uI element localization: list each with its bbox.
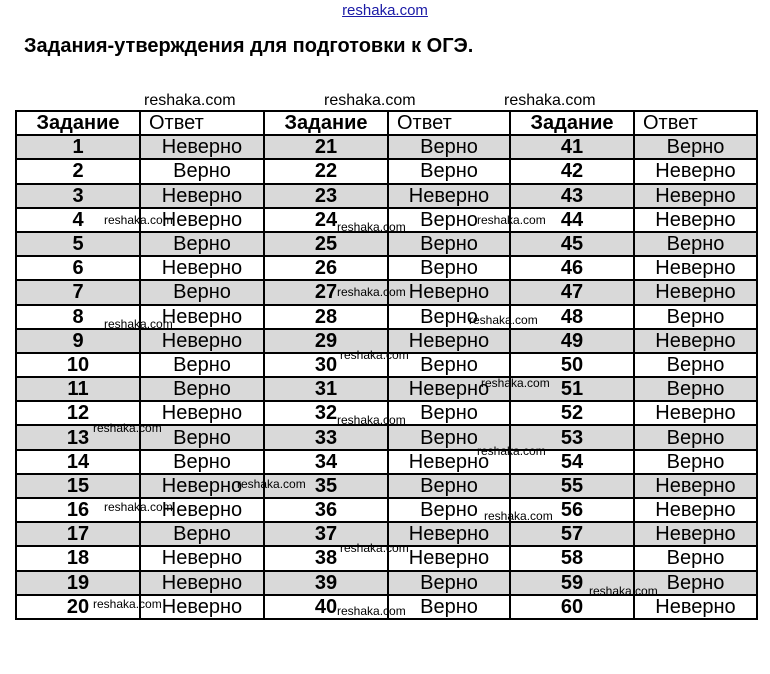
task-number-cell: 30: [264, 353, 388, 377]
task-number-cell: 17: [16, 522, 140, 546]
answer-cell: Неверно: [140, 546, 264, 570]
watermark: reshaka.com: [589, 584, 658, 598]
answer-cell: Неверно: [388, 450, 510, 474]
answer-cell: Верно: [140, 425, 264, 449]
task-number-cell: 12: [16, 401, 140, 425]
task-number-cell: 34: [264, 450, 388, 474]
answer-cell: Верно: [388, 353, 510, 377]
header-answer-3: Ответ: [634, 111, 757, 135]
watermark: reshaka.com: [340, 541, 409, 555]
task-number-cell: 59: [510, 571, 634, 595]
task-number-cell: 36: [264, 498, 388, 522]
watermark: reshaka.com: [477, 213, 546, 227]
task-number-cell: 45: [510, 232, 634, 256]
answer-cell: Неверно: [140, 256, 264, 280]
task-number-cell: 9: [16, 329, 140, 353]
task-number-cell: 49: [510, 329, 634, 353]
answer-cell: Неверно: [140, 329, 264, 353]
task-number-cell: 58: [510, 546, 634, 570]
answer-cell: Верно: [388, 595, 510, 619]
answer-cell: Неверно: [634, 184, 757, 208]
answer-cell: Неверно: [634, 595, 757, 619]
answer-cell: Верно: [140, 159, 264, 183]
answer-cell: Неверно: [634, 498, 757, 522]
answer-cell: Верно: [634, 450, 757, 474]
header-row: [16, 111, 757, 135]
answer-cell: Верно: [634, 425, 757, 449]
task-number-cell: 20: [16, 595, 140, 619]
task-number-cell: 50: [510, 353, 634, 377]
table-row: [16, 450, 757, 474]
answers-table: [15, 110, 758, 620]
watermark: reshaka.com: [337, 220, 406, 234]
watermark: reshaka.com: [337, 413, 406, 427]
task-number-cell: 39: [264, 571, 388, 595]
header-watermark-2: reshaka.com: [324, 92, 416, 109]
answer-cell: Неверно: [388, 522, 510, 546]
table-row: [16, 401, 757, 425]
task-number-cell: 26: [264, 256, 388, 280]
task-number-cell: 25: [264, 232, 388, 256]
answer-cell: Верно: [634, 232, 757, 256]
answer-cell: Верно: [388, 498, 510, 522]
header-answer-2: Ответ: [388, 111, 510, 135]
answer-cell: Неверно: [634, 329, 757, 353]
answer-cell: Верно: [140, 522, 264, 546]
task-number-cell: 41: [510, 135, 634, 159]
answer-cell: Верно: [140, 450, 264, 474]
watermark: reshaka.com: [477, 444, 546, 458]
task-number-cell: 3: [16, 184, 140, 208]
task-number-cell: 37: [264, 522, 388, 546]
answer-cell: Верно: [634, 135, 757, 159]
answer-cell: Неверно: [388, 377, 510, 401]
table-row: [16, 522, 757, 546]
task-number-cell: 47: [510, 280, 634, 304]
table-row: [16, 425, 757, 449]
answer-cell: Верно: [388, 305, 510, 329]
task-number-cell: 10: [16, 353, 140, 377]
task-number-cell: 1: [16, 135, 140, 159]
task-number-cell: 22: [264, 159, 388, 183]
task-number-cell: 32: [264, 401, 388, 425]
task-number-cell: 60: [510, 595, 634, 619]
table-row: [16, 232, 757, 256]
answer-cell: Верно: [388, 571, 510, 595]
header-task-3: Задание: [510, 111, 634, 135]
task-number-cell: 56: [510, 498, 634, 522]
task-number-cell: 5: [16, 232, 140, 256]
watermark: reshaka.com: [93, 421, 162, 435]
answer-cell: Неверно: [140, 474, 264, 498]
answer-cell: Верно: [634, 546, 757, 570]
watermark: reshaka.com: [104, 317, 173, 331]
task-number-cell: 24: [264, 208, 388, 232]
table-row: [16, 280, 757, 304]
watermark: reshaka.com: [481, 376, 550, 390]
task-number-cell: 46: [510, 256, 634, 280]
table-row: [16, 208, 757, 232]
watermark: reshaka.com: [93, 597, 162, 611]
site-link[interactable]: reshaka.com: [342, 2, 428, 19]
task-number-cell: 38: [264, 546, 388, 570]
table-row: [16, 498, 757, 522]
answer-cell: Неверно: [140, 595, 264, 619]
task-number-cell: 8: [16, 305, 140, 329]
answer-cell: Верно: [388, 401, 510, 425]
answer-cell: Верно: [140, 280, 264, 304]
answer-cell: Верно: [634, 377, 757, 401]
table-row: [16, 546, 757, 570]
table-row: [16, 184, 757, 208]
task-number-cell: 57: [510, 522, 634, 546]
header-watermark-3: reshaka.com: [504, 92, 596, 109]
task-number-cell: 42: [510, 159, 634, 183]
table-row: [16, 329, 757, 353]
answer-cell: Неверно: [634, 280, 757, 304]
answer-cell: Верно: [634, 305, 757, 329]
answer-cell: Неверно: [388, 280, 510, 304]
task-number-cell: 7: [16, 280, 140, 304]
watermark: reshaka.com: [237, 477, 306, 491]
answer-cell: Верно: [140, 377, 264, 401]
watermark: reshaka.com: [337, 285, 406, 299]
task-number-cell: 19: [16, 571, 140, 595]
answer-cell: Неверно: [140, 184, 264, 208]
header-task-2: Задание: [264, 111, 388, 135]
watermark: reshaka.com: [104, 500, 173, 514]
task-number-cell: 2: [16, 159, 140, 183]
task-number-cell: 40: [264, 595, 388, 619]
answer-cell: Неверно: [634, 256, 757, 280]
task-number-cell: 23: [264, 184, 388, 208]
task-number-cell: 11: [16, 377, 140, 401]
answer-cell: Верно: [388, 474, 510, 498]
table-row: [16, 595, 757, 619]
task-number-cell: 35: [264, 474, 388, 498]
answer-cell: Неверно: [140, 401, 264, 425]
answer-cell: Верно: [634, 571, 757, 595]
task-number-cell: 55: [510, 474, 634, 498]
task-number-cell: 54: [510, 450, 634, 474]
task-number-cell: 15: [16, 474, 140, 498]
watermark: reshaka.com: [484, 509, 553, 523]
answer-cell: Неверно: [140, 305, 264, 329]
task-number-cell: 31: [264, 377, 388, 401]
table-row: [16, 135, 757, 159]
task-number-cell: 14: [16, 450, 140, 474]
task-number-cell: 4: [16, 208, 140, 232]
header-answer-1: Ответ: [140, 111, 264, 135]
answer-cell: Неверно: [634, 522, 757, 546]
answer-cell: Неверно: [140, 208, 264, 232]
page-title: Задания-утверждения для подготовки к ОГЭ.: [24, 35, 474, 57]
answer-cell: Неверно: [634, 208, 757, 232]
task-number-cell: 21: [264, 135, 388, 159]
answer-cell: Верно: [388, 159, 510, 183]
answer-cell: Неверно: [634, 159, 757, 183]
table-row: [16, 159, 757, 183]
answer-cell: Верно: [388, 425, 510, 449]
answer-cell: Неверно: [140, 571, 264, 595]
watermark: reshaka.com: [337, 604, 406, 618]
answer-cell: Неверно: [388, 546, 510, 570]
task-number-cell: 28: [264, 305, 388, 329]
table-row: [16, 571, 757, 595]
task-number-cell: 6: [16, 256, 140, 280]
task-number-cell: 18: [16, 546, 140, 570]
task-number-cell: 51: [510, 377, 634, 401]
answer-cell: Неверно: [140, 498, 264, 522]
answer-cell: Верно: [140, 232, 264, 256]
watermark: reshaka.com: [104, 213, 173, 227]
header-task-1: Задание: [16, 111, 140, 135]
answer-cell: Неверно: [634, 401, 757, 425]
task-number-cell: 29: [264, 329, 388, 353]
task-number-cell: 48: [510, 305, 634, 329]
answer-cell: Неверно: [634, 474, 757, 498]
task-number-cell: 13: [16, 425, 140, 449]
task-number-cell: 27: [264, 280, 388, 304]
answer-cell: Неверно: [388, 329, 510, 353]
watermark: reshaka.com: [469, 313, 538, 327]
answer-cell: Верно: [388, 208, 510, 232]
task-number-cell: 43: [510, 184, 634, 208]
table-row: [16, 305, 757, 329]
answer-cell: Неверно: [388, 184, 510, 208]
answer-cell: Верно: [388, 256, 510, 280]
task-number-cell: 16: [16, 498, 140, 522]
task-number-cell: 33: [264, 425, 388, 449]
header-watermark-1: reshaka.com: [144, 92, 236, 109]
answer-cell: Верно: [388, 135, 510, 159]
watermark: reshaka.com: [340, 348, 409, 362]
table-row: [16, 474, 757, 498]
table-row: [16, 353, 757, 377]
table-row: [16, 256, 757, 280]
answer-cell: Верно: [388, 232, 510, 256]
answer-cell: Верно: [634, 353, 757, 377]
answer-cell: Верно: [140, 353, 264, 377]
task-number-cell: 52: [510, 401, 634, 425]
table-row: [16, 377, 757, 401]
task-number-cell: 44: [510, 208, 634, 232]
task-number-cell: 53: [510, 425, 634, 449]
answer-cell: Неверно: [140, 135, 264, 159]
